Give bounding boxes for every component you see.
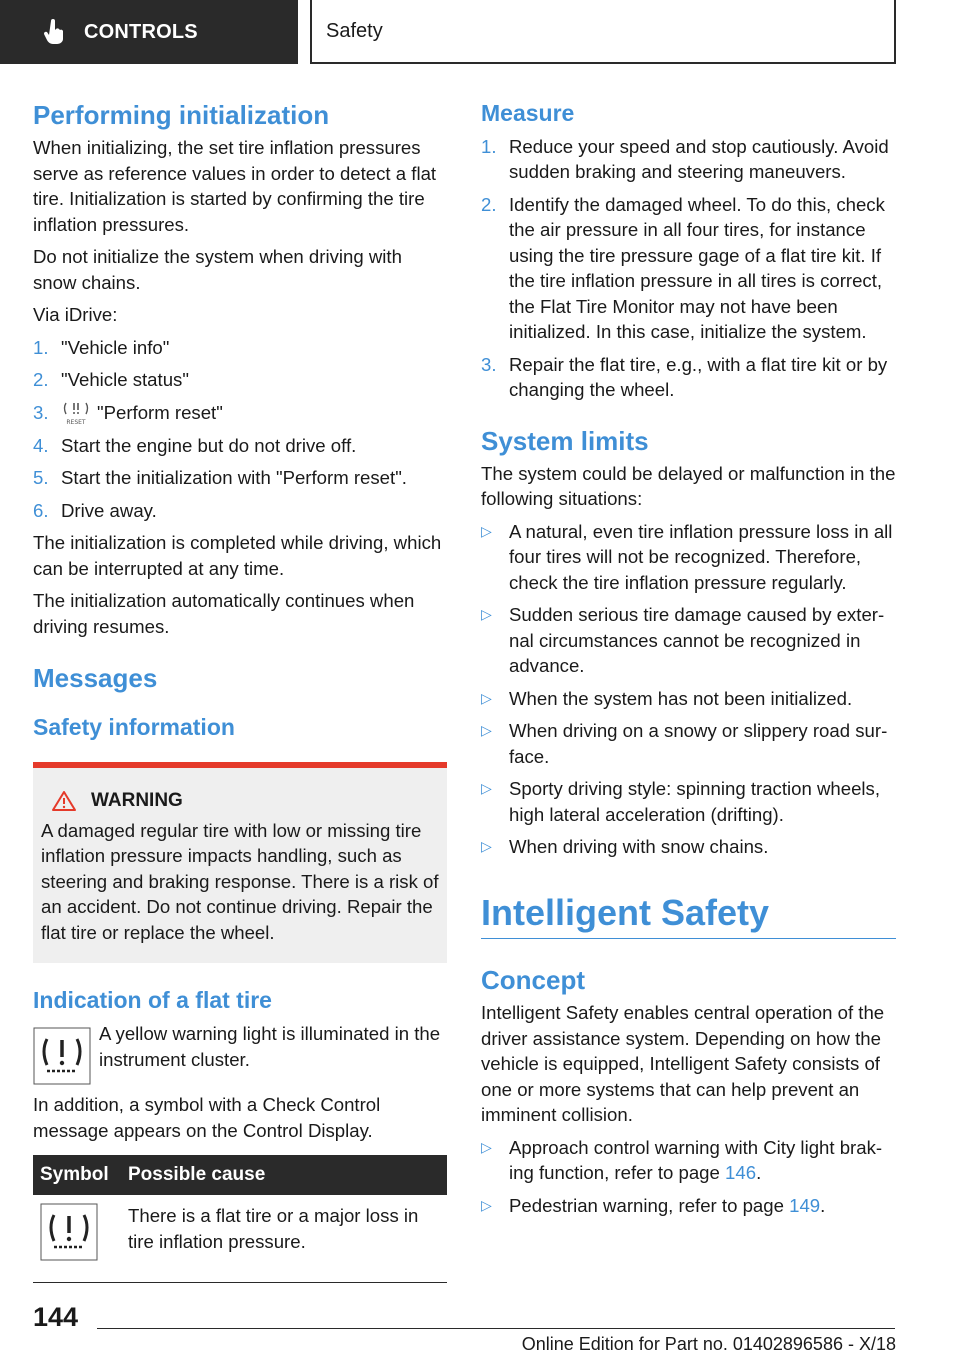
refs-list	[481, 1135, 896, 1219]
paragraph: The initialization automatically continues when driving resumes.	[33, 590, 415, 637]
reset-icon	[61, 400, 91, 426]
paragraph: The system could be delayed or malfunction in the following situations:	[481, 462, 896, 510]
heading-system-limits: System limits	[481, 425, 649, 456]
list-item: ▷ When driving with snow chains.	[481, 836, 769, 858]
measure-list	[481, 134, 896, 403]
paragraph: In addition, a symbol with a Check Control message appears on the Control Display.	[33, 1094, 381, 1141]
heading-performing-initialization: Performing initialization	[33, 100, 330, 130]
list-item: 6. Drive away.	[33, 499, 157, 521]
list-item: ▷ A natural, even tire inflation pressure loss in all four tires will not be recognized. Therefore, check the tire inflation pressure regularly.	[481, 520, 893, 593]
paragraph: The initialization is completed while driving, which can be interrupted at any time.	[33, 532, 442, 579]
heading-indication-flat-tire: Indication of a flat tire	[33, 987, 272, 1014]
heading-intelligent-safety: Intelligent Safety	[481, 891, 770, 933]
svg-text:RESET: RESET	[66, 418, 86, 426]
page-link-149[interactable]: 149	[789, 1194, 821, 1216]
table-cell-cause: There is a flat tire or a major loss in tire inflation pressure.	[121, 1195, 447, 1282]
symbol-table	[33, 1155, 447, 1283]
list-item: ▷ Pedestrian warning, refer to page 149.	[481, 1194, 826, 1216]
list-item: ▷ When the system has not been initialized.	[481, 687, 853, 709]
page-link-146[interactable]: 146	[725, 1162, 757, 1184]
table-row	[33, 1195, 447, 1282]
list-item: ▷ Approach control warning with City light braking function, refer to page 146.	[481, 1136, 883, 1184]
flat-tire-warning-icon	[33, 1027, 91, 1085]
paragraph: Do not initialize the system when driving with snow chains.	[33, 246, 402, 293]
warning-box	[33, 762, 447, 964]
section-title	[310, 0, 896, 64]
footer-divider	[97, 1328, 895, 1329]
flat-tire-symbol-icon	[40, 1203, 98, 1261]
list-item: ▷ Sporty driving style: spinning traction wheels, high lateral acceleration (drifting).	[481, 778, 881, 825]
section-title-text: Safety	[326, 19, 383, 42]
list-item: 1. "Vehicle info"	[33, 336, 170, 358]
heading-measure: Measure	[481, 100, 575, 126]
limits-list	[481, 519, 896, 860]
list-item: 5. Start the initialization with "Perform reset".	[33, 467, 407, 489]
right-column	[481, 100, 896, 1225]
list-item: 1. Reduce your speed and stop cautiously. Avoid sudden braking and steering maneuvers.	[481, 135, 889, 183]
init-steps-list	[33, 335, 447, 524]
hand-pointer-icon	[42, 19, 68, 45]
table-header-symbol: Symbol	[33, 1155, 121, 1195]
list-item: ▷ Sudden serious tire damage caused by external circumstances cannot be recognized in advance.	[481, 604, 885, 677]
list-item: 3. Repair the flat tire, e.g., with a flat tire kit or by changing the wheel.	[481, 353, 888, 401]
warning-text: A damaged regular tire with low or missing tire inflation pressure impacts handling, such as steering and braking response. There is a risk of an accident. Do not continue driving. Repair the flat tire or replace the wheel.	[41, 819, 439, 943]
paragraph: When initializing, the set tire inflation pressures serve as reference values in order to detect a flat tire. Initialization is started by confirming the tire inflation pressures.	[33, 137, 437, 235]
heading-concept: Concept	[481, 964, 585, 995]
heading-safety-information: Safety information	[33, 714, 235, 741]
table-header-cause: Possible cause	[121, 1155, 447, 1195]
chapter-tab-label: CONTROLS	[84, 20, 198, 43]
list-item: 2. Identify the damaged wheel. To do this, check the air pressure in all four tires, for instance using the tire pressure gage of a flat tire kit. If the tire inflation pressure in all tires is correct, the Flat Tire Monitor may not have been initialized. In this case, initialize the system.	[481, 193, 885, 343]
footer-edition: Online Edition for Part no. 01402896586 - X/18	[521, 1334, 896, 1354]
page-number: 144	[33, 1302, 79, 1332]
list-item: 2. "Vehicle status"	[33, 369, 189, 391]
paragraph: A yellow warning light is illuminated in the instrument cluster.	[99, 1023, 441, 1070]
left-column	[33, 100, 447, 1283]
warning-triangle-icon	[51, 790, 77, 812]
warning-title: WARNING	[91, 789, 183, 811]
heading-messages: Messages	[33, 663, 158, 694]
paragraph: Intelligent Safety enables central operation of the driver assistance system. Depending on how the vehicle is equipped, Intelligent Safety consists of one or more systems that can help prevent an imminent collision.	[481, 1002, 885, 1126]
list-item: 4. Start the engine but do not drive off.	[33, 434, 357, 456]
paragraph: Via iDrive:	[33, 304, 118, 326]
list-item: 3. RESET "Perform reset"	[33, 401, 223, 426]
list-item: ▷ When driving on a snowy or slippery road surface.	[481, 720, 888, 767]
chapter-tab[interactable]	[0, 0, 298, 64]
